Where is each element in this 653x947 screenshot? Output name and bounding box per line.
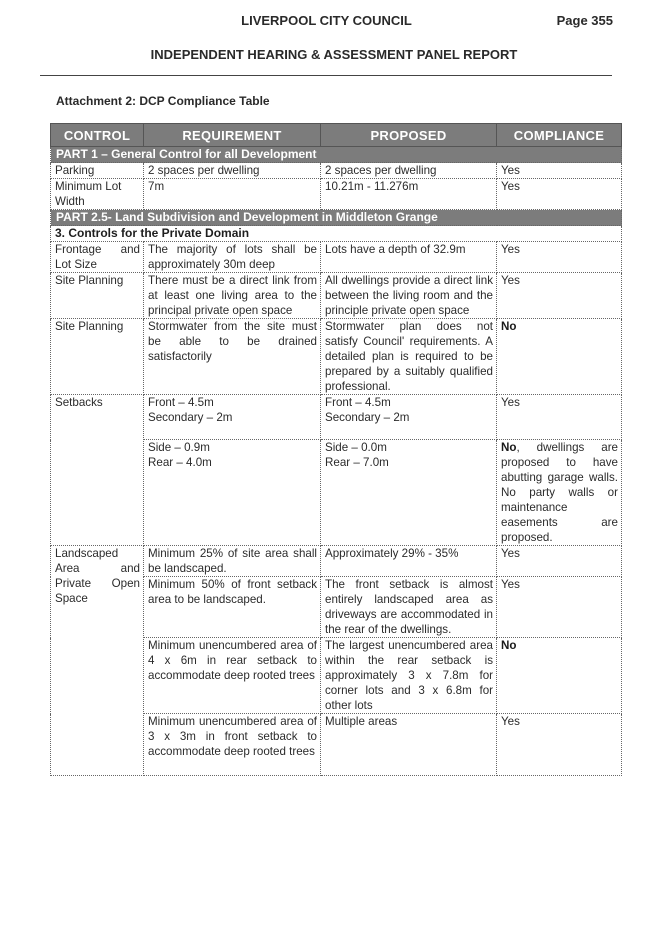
page-number: Page 355 [556,13,613,28]
proposed-cell: Stormwater plan does not satisfy Council' requirements. A detailed plan is required to be prepared by a suitably qualified professional. [321,319,497,395]
proposed-cell: The largest unencumbered area within the rear setback is approximately 3 x 7.8m for corner lots and 3 x 6.8m for other lots [321,638,497,714]
compliance-no: No [501,320,517,333]
compliance-cell [497,440,622,546]
compliance-cell: Yes [497,546,622,577]
requirement-line: Rear – 4.0m [148,456,212,469]
column-header-requirement: REQUIREMENT [144,124,321,147]
compliance-cell: Yes [497,395,622,440]
table-row [51,546,622,577]
compliance-cell: Yes [497,577,622,638]
part1-heading-row [51,147,622,163]
table-row [51,242,622,273]
proposed-line: Rear – 7.0m [325,456,389,469]
proposed-cell [321,395,497,440]
council-name: LIVERPOOL CITY COUNCIL [241,13,412,28]
compliance-cell: Yes [497,179,622,210]
part2-heading-row [51,210,622,226]
requirement-cell: Minimum 25% of site area shall be landscaped. [144,546,321,577]
attachment-title: Attachment 2: DCP Compliance Table [56,94,270,108]
compliance-no: No [501,639,517,652]
column-header-proposed: PROPOSED [321,124,497,147]
requirement-cell [144,395,321,440]
column-header-compliance: COMPLIANCE [497,124,622,147]
table-row [51,273,622,319]
section3-heading-row [51,226,622,242]
table-row [51,319,622,395]
compliance-cell: Yes [497,714,622,776]
table-row [51,179,622,210]
requirement-cell: 7m [144,179,321,210]
requirement-cell: Minimum unencumbered area of 3 x 3m in front setback to accommodate deep rooted trees [144,714,321,776]
report-title: INDEPENDENT HEARING & ASSESSMENT PANEL REPORT [150,47,518,62]
proposed-cell: Approximately 29% - 35% [321,546,497,577]
requirement-cell: Stormwater from the site must be able to be drained satisfactorily [144,319,321,395]
header-divider [40,75,612,76]
dcp-compliance-table [50,123,622,776]
table-header-row [51,124,622,147]
requirement-line: Secondary – 2m [148,411,233,424]
requirement-cell: There must be a direct link from at least one living area to the principal private open space [144,273,321,319]
requirement-cell [144,440,321,546]
control-cell: Setbacks [51,395,144,546]
requirement-line: Side – 0.9m [148,441,210,454]
compliance-cell [497,638,622,714]
proposed-cell [321,440,497,546]
proposed-line: Front – 4.5m [325,396,391,409]
proposed-cell: Multiple areas [321,714,497,776]
requirement-cell: The majority of lots shall be approximately 30m deep [144,242,321,273]
compliance-cell: Yes [497,273,622,319]
part2-heading: PART 2.5- Land Subdivision and Development in Middleton Grange [51,210,622,226]
part1-heading: PART 1 – General Control for all Development [51,147,622,163]
control-cell: Site Planning [51,319,144,395]
control-cell: Minimum Lot Width [51,179,144,210]
proposed-line: Side – 0.0m [325,441,387,454]
proposed-cell: All dwellings provide a direct link between the living room and the principle private open space [321,273,497,319]
proposed-cell: 10.21m - 11.276m [321,179,497,210]
requirement-line: Front – 4.5m [148,396,214,409]
requirement-cell: 2 spaces per dwelling [144,163,321,179]
requirement-cell: Minimum 50% of front setback area to be landscaped. [144,577,321,638]
table-row [51,395,622,440]
control-cell: Landscaped Area and Private Open Space [51,546,144,776]
compliance-cell: Yes [497,242,622,273]
requirement-cell: Minimum unencumbered area of 4 x 6m in rear setback to accommodate deep rooted trees [144,638,321,714]
proposed-cell: 2 spaces per dwelling [321,163,497,179]
table-row [51,163,622,179]
column-header-control: CONTROL [51,124,144,147]
control-cell: Site Planning [51,273,144,319]
compliance-cell [497,319,622,395]
control-cell: Frontage and Lot Size [51,242,144,273]
compliance-note: , dwellings are proposed to have abutting garage walls. No party walls or maintenance easements are proposed. [501,441,618,544]
compliance-no: No [501,441,517,454]
proposed-cell: The front setback is almost entirely landscaped area as driveways are accommodated in the rear of the dwellings. [321,577,497,638]
proposed-cell: Lots have a depth of 32.9m [321,242,497,273]
compliance-cell: Yes [497,163,622,179]
control-cell: Parking [51,163,144,179]
proposed-line: Secondary – 2m [325,411,410,424]
section3-heading: 3. Controls for the Private Domain [51,226,622,242]
